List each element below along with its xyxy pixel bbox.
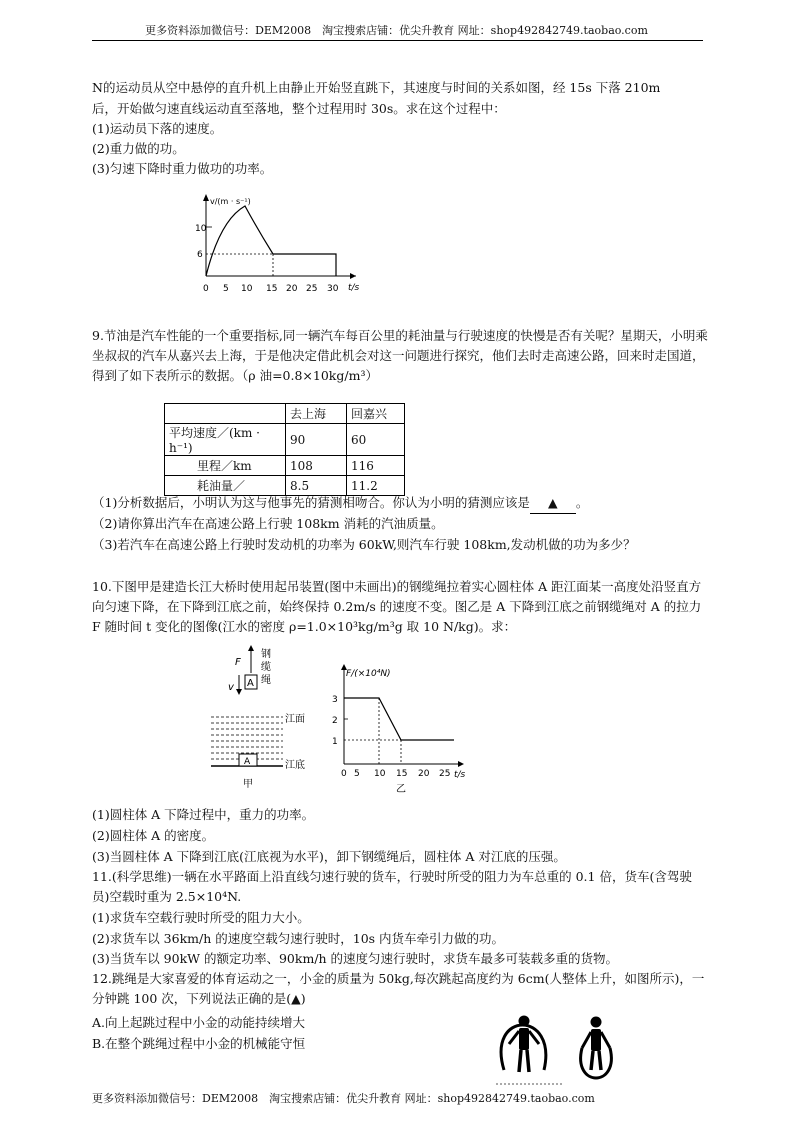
table-cell: 耗油量／	[165, 476, 286, 496]
q8-line2: 后，开始做匀速直线运动直至落地，整个过程用时 30s。求在这个过程中：	[92, 101, 506, 116]
table-cell: 116	[347, 456, 405, 476]
table-cell: 回嘉兴	[347, 404, 405, 424]
q10-graph-xlabel: t/s	[454, 770, 466, 780]
table-cell: 60	[347, 424, 405, 456]
q8-xtick: 0	[203, 284, 209, 294]
water-hatching	[211, 717, 283, 759]
q10-text: 10.下图甲是建造长江大桥时使用起吊装置(图中未画出)的钢缆绳拉着实心圆柱体 A 距江面某一高度处沿竖直方向匀速下降，在下降到江底之前，始终保持 0.2m/s 的速度不变。图乙是 A 下降到江底之前钢缆绳对 A 的拉力 F 随时间 t 变化的图像(江水的密度 ρ=1.0×10³kg/m³g 取 10 N/kg)。求：	[92, 579, 702, 634]
jump-rope-figure-icon	[492, 1008, 642, 1090]
q10-xtick: 20	[418, 769, 430, 779]
q10-force-label: F	[235, 657, 241, 668]
q10-rope-label: 钢	[261, 649, 271, 660]
q8-xtick: 20	[286, 284, 298, 294]
q12-option-a: A.向上起跳过程中小金的动能持续增大	[92, 1015, 306, 1030]
header-rule	[92, 40, 703, 41]
q8-xtick: 30	[327, 284, 339, 294]
q8-graph-xlabel: t/s	[348, 283, 360, 293]
q10-xtick: 15	[396, 769, 408, 779]
q11-text: 11.(科学思维)一辆在水平路面上沿直线匀速行驶的货车，行驶时所受的阻力为车总重的 0.1 倍，货车(含驾驶员)空载时重为 2.5×10⁴N.	[92, 869, 692, 904]
q10-xtick: 25	[439, 769, 451, 779]
q10-sub2: (2)圆柱体 A 的密度。	[92, 828, 215, 843]
q8-graph-ylabel: v/(m · s⁻¹)	[210, 197, 251, 206]
jumper-left	[501, 1016, 546, 1073]
q10-force-time-graph	[320, 662, 470, 794]
q10-caption-yi: 乙	[396, 784, 406, 794]
q8-xtick: 5	[223, 284, 229, 294]
q8-xtick: 25	[306, 284, 318, 294]
q9-data-table	[164, 403, 405, 496]
table-cell: 90	[286, 424, 347, 456]
table-cell: 平均速度／(km · h⁻¹)	[165, 424, 286, 456]
page-footer: 更多资料添加微信号：DEM2008 淘宝搜索店铺：优尖升教育 网址：shop492842749.taobao.com	[92, 1092, 595, 1105]
q10-sub3: (3)当圆柱体 A 下降到江底(江底视为水平)，卸下钢缆绳后，圆柱体 A 对江底的压强。	[92, 849, 566, 864]
q10-cylinder-label: A	[247, 678, 254, 689]
q10-rope-label: 绳	[261, 675, 271, 686]
table-row	[165, 424, 405, 456]
table-cell: 里程／km	[165, 456, 286, 476]
q11-sub2: (2)求货车以 36km/h 的速度空载匀速行驶时，10s 内货车牵引力做的功。	[92, 931, 505, 946]
q10-caption-jia: 甲	[243, 779, 253, 790]
q8-velocity-time-graph	[190, 190, 370, 305]
table-cell	[165, 404, 286, 424]
q10-ytick: 3	[332, 695, 338, 705]
table-cell: 8.5	[286, 476, 347, 496]
q8-xtick: 10	[241, 284, 253, 294]
q8-sub1: (1)运动员下落的速度。	[92, 121, 223, 136]
q9-sub3: （3)若汽车在高速公路上行驶时发动机的功率为 60kW,则汽车行驶 108km,发动机做的功为多少？	[92, 537, 636, 552]
q10-graph-ylabel: F/(×10⁴N)	[346, 669, 391, 679]
table-header-row	[165, 404, 405, 424]
q10-sub1: (1)圆柱体 A 下降过程中，重力的功率。	[92, 807, 315, 822]
q9-text: 9.节油是汽车性能的一个重要指标,同一辆汽车每百公里的耗油量与行驶速度的快慢是否有关呢？星期天，小明乘坐叔叔的汽车从嘉兴去上海，于是他决定借此机会对这一问题进行探究，他们去时走高速公路，回来时走国道，得到了如下表所示的数据。（ρ 油=0.8×10kg/m³）	[92, 328, 708, 383]
q10-force-curve	[344, 698, 454, 740]
page-header: 更多资料添加微信号：DEM2008 淘宝搜索店铺：优尖升教育 网址：shop492842749.taobao.com	[145, 24, 648, 37]
q9-sub1-end: 。	[575, 495, 589, 510]
q10-surface-label: 江面	[285, 714, 305, 725]
table-cell: 108	[286, 456, 347, 476]
q10-rope-label: 缆	[261, 662, 271, 673]
q8-sub2: (2)重力做的功。	[92, 141, 185, 156]
table-cell: 去上海	[286, 404, 347, 424]
q8-ytick-10: 10	[195, 224, 207, 234]
q10-xtick: 10	[374, 769, 386, 779]
q10-velocity-label: v	[228, 682, 234, 693]
q9-sub1	[92, 493, 588, 514]
q10-xtick: 5	[354, 769, 360, 779]
q9-sub2: （2)请你算出汽车在高速公路上行驶 108km 消耗的汽油质量。	[92, 516, 444, 531]
table-row	[165, 456, 405, 476]
q11-sub3: (3)当货车以 90kW 的额定功率、90km/h 的速度匀速行驶时，求货车最多可装载多重的货物。	[92, 951, 619, 966]
q8-velocity-curve	[206, 206, 336, 276]
table-cell: 11.2	[347, 476, 405, 496]
q10-figure-jia	[205, 645, 310, 793]
q8-xtick: 15	[266, 284, 278, 294]
jumper-right	[581, 1017, 612, 1079]
answer-blank: ▲	[530, 493, 576, 514]
q10-bottom-label: 江底	[285, 760, 305, 771]
q10-cylinder-bottom-label: A	[244, 757, 251, 767]
q11-sub1: (1)求货车空载行驶时所受的阻力大小。	[92, 910, 310, 925]
q10-xtick: 0	[341, 769, 347, 779]
q8-ytick-6: 6	[197, 250, 203, 260]
q10-ytick: 2	[332, 716, 338, 726]
q9-sub1-text: （1)分析数据后，小明认为这与他事先的猜测相吻合。你认为小明的猜测应该是	[92, 495, 530, 510]
q8-sub3: (3)匀速下降时重力做功的功率。	[92, 161, 273, 176]
q12-option-b: B.在整个跳绳过程中小金的机械能守恒	[92, 1036, 306, 1051]
q10-ytick: 1	[332, 737, 338, 747]
q8-line1: N的运动员从空中悬停的直升机上由静止开始竖直跳下，其速度与时间的关系如图，经 15s 下落 210m	[92, 80, 661, 95]
q12-text: 12.跳绳是大家喜爱的体育运动之一，小金的质量为 50kg,每次跳起高度约为 6cm(人整体上升，如图所示)，一分钟跳 100 次，下列说法正确的是(▲)	[92, 971, 705, 1006]
